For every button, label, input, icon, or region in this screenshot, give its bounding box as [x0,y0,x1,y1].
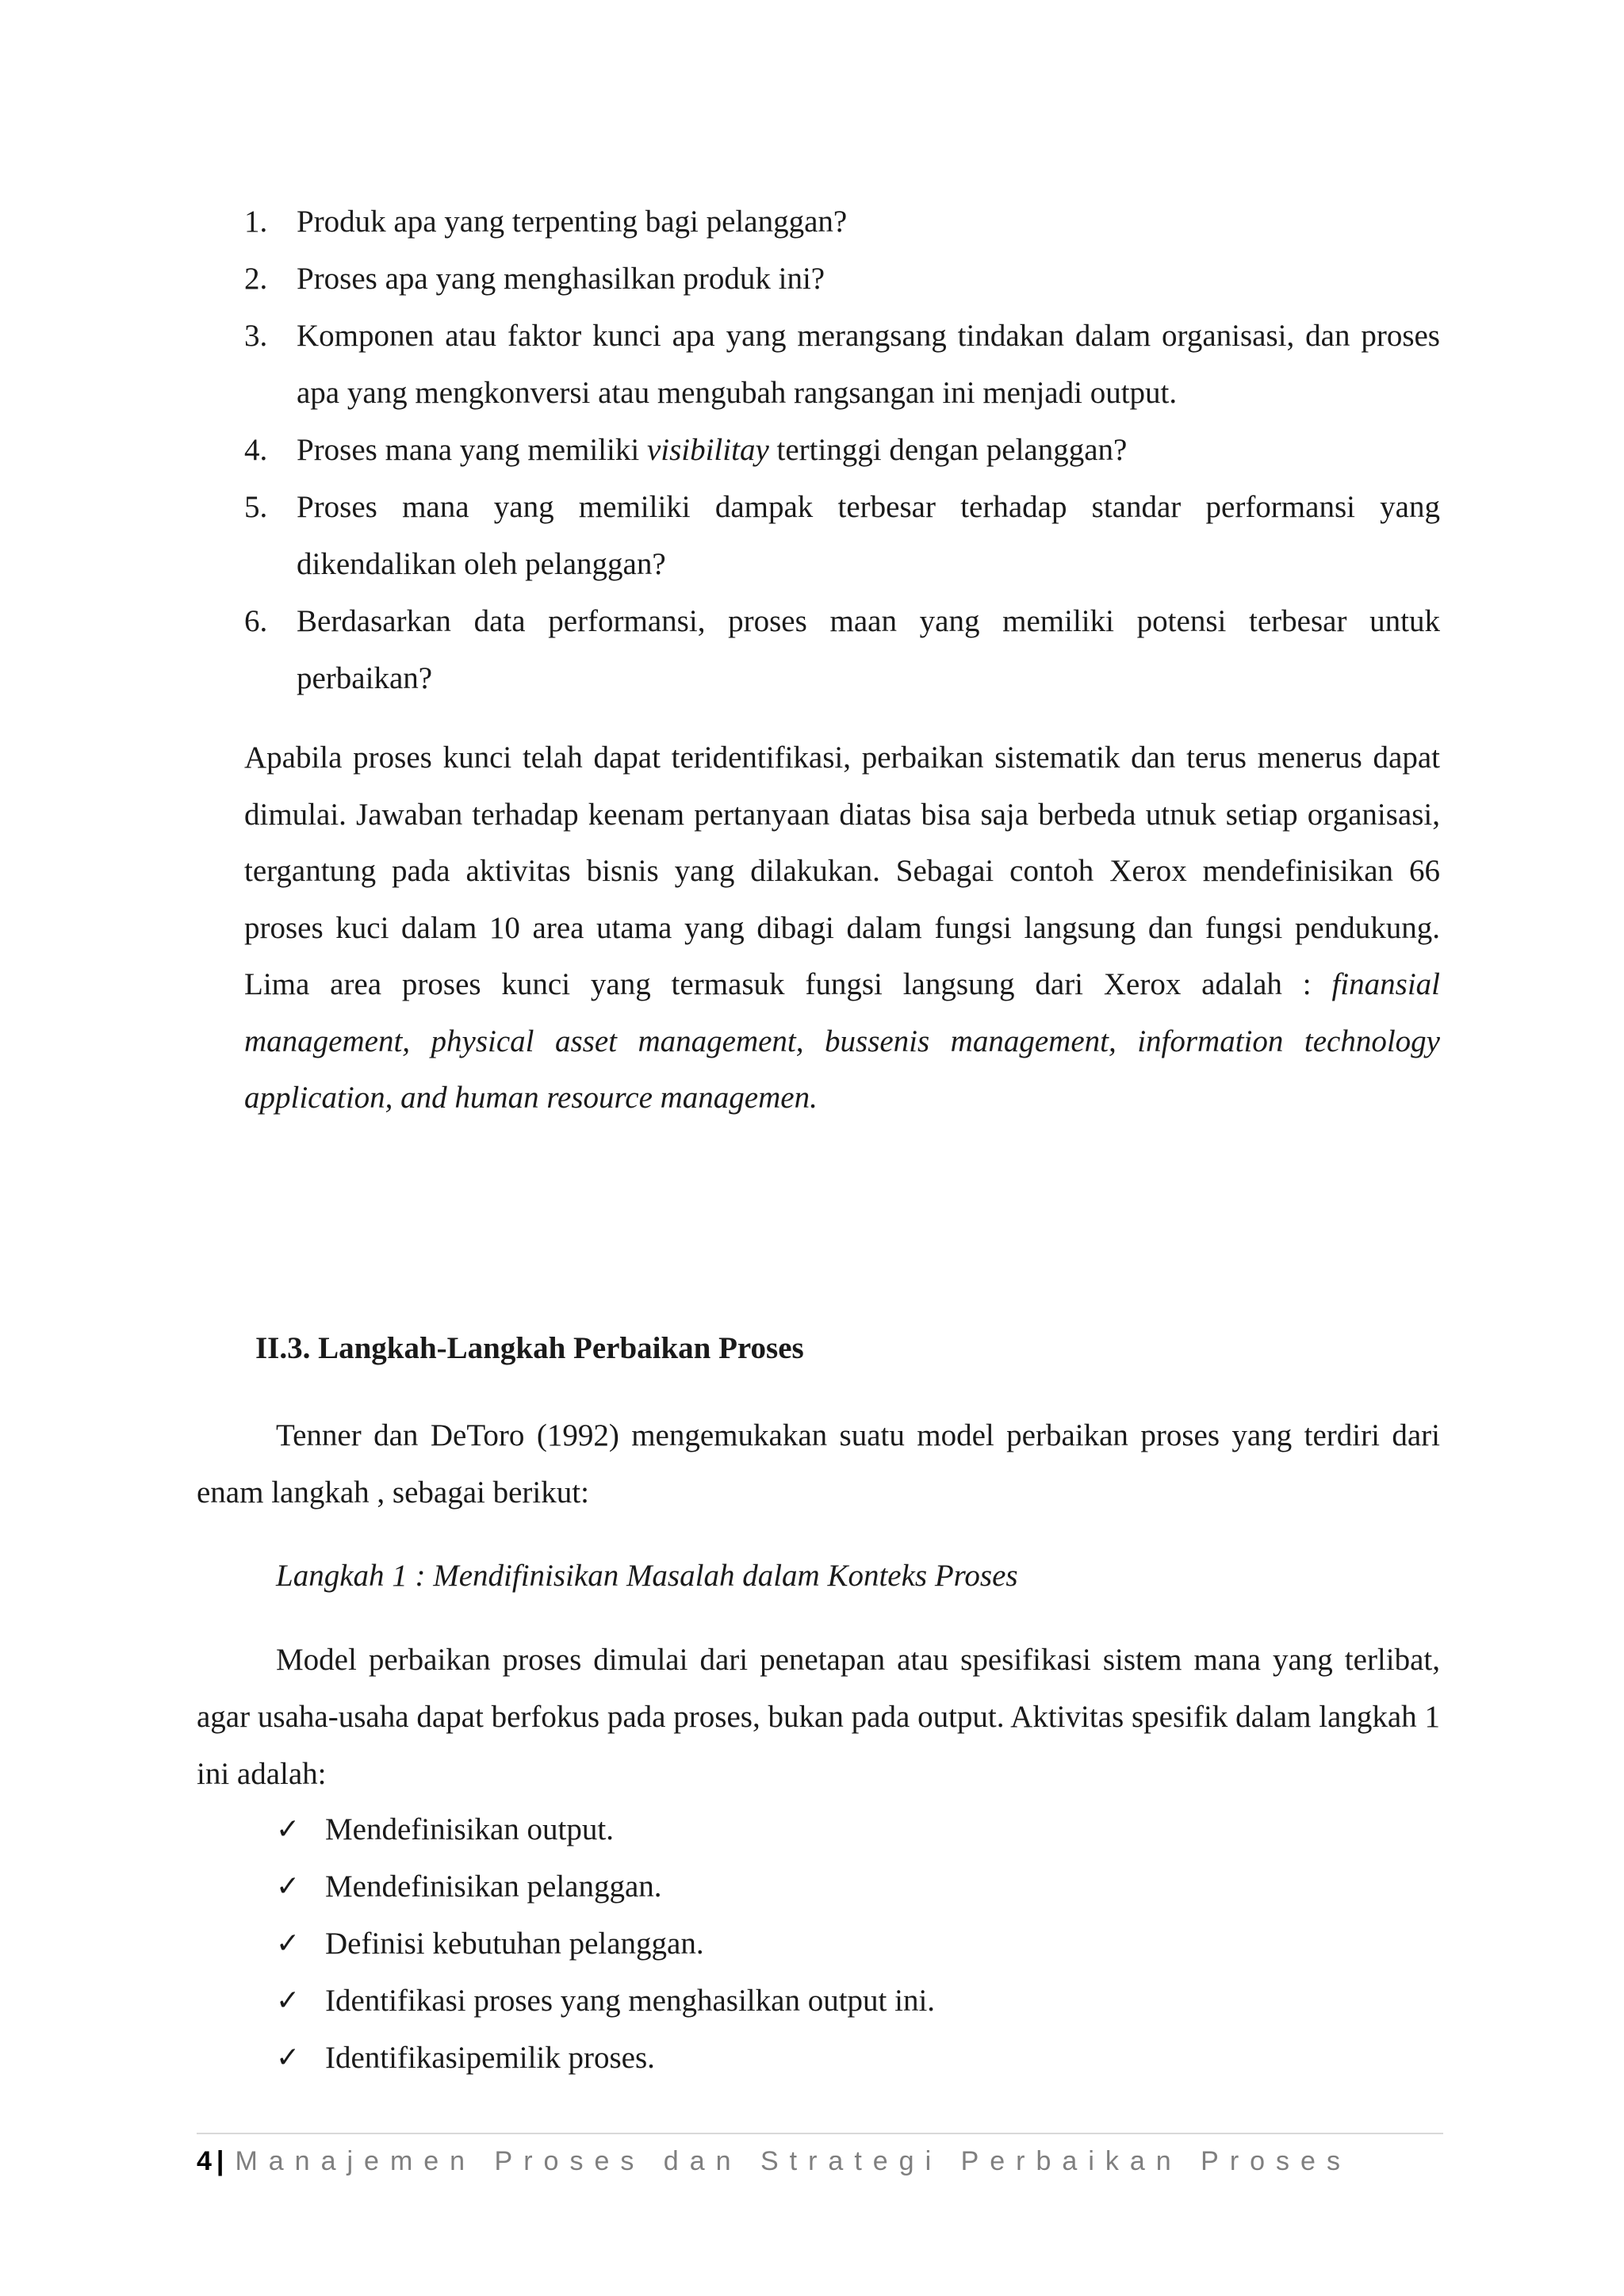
list-item [244,193,1440,251]
paragraph-text: Apabila proses kunci telah dapat teridentifikasi, perbaikan sistematik dan terus menerus dapat dimulai. Jawaban terhadap keenam pertanyaan diatas bisa saja berbeda utnuk setiap organisasi, tergantung pada aktivitas bisnis yang dilakukan. Sebagai contoh Xerox mendefinisikan 66 proses kuci dalam 10 area utama yang dibagi dalam fungsi langsung dan fungsi pendukung. Lima area proses kunci yang termasuk fungsi langsung dari Xerox adalah : [244,740,1440,1001]
list-text [297,422,1440,479]
checklist-item [276,1858,935,1915]
list-number: 5. [244,490,268,524]
list-number: 1. [244,205,268,239]
list-number: 3. [244,319,268,353]
checklist-text: Identifikasipemilik proses. [325,2041,655,2075]
checklist-text: Mendefinisikan pelanggan. [325,1869,662,1904]
list-number: 2. [244,262,268,296]
list-number: 6. [244,604,268,638]
page-number: 4 [197,2146,212,2176]
checklist-text: Definisi kebutuhan pelanggan. [325,1927,704,1961]
question-list [244,193,1440,707]
checklist-item [276,1801,935,1858]
activity-checklist [276,1801,935,2087]
list-text: Proses mana yang memiliki dampak terbesar terhadap standar performansi yang dikendalikan oleh pelanggan? [297,490,1440,581]
list-number: 4. [244,433,268,467]
list-item [244,479,1440,593]
list-text-after: tertinggi dengan pelanggan? [768,433,1128,467]
footer-divider [197,2133,1443,2134]
footer-separator: | [216,2146,224,2176]
paragraph-italic-text: finansial management, physical asset management, bussenis management, information technology application, and human resource managemen. [244,967,1440,1115]
list-text: Proses apa yang menghasilkan produk ini? [297,262,825,296]
list-item [244,593,1440,707]
paragraph-key-process [244,729,1440,1127]
checklist-item [276,2030,935,2087]
step-title: Langkah 1 : Mendifinisikan Masalah dalam Konteks Proses [276,1559,1018,1593]
checklist-text: Identifikasi proses yang menghasilkan output ini. [325,1984,936,2018]
page-footer [197,2142,1351,2180]
check-icon: ✓ [276,1870,301,1903]
check-icon: ✓ [276,2042,301,2074]
check-icon: ✓ [276,1813,301,1846]
paragraph-step1: Model perbaikan proses dimulai dari penetapan atau spesifikasi sistem mana yang terlibat, agar usaha-usaha dapat berfokus pada proses, bukan pada output. Aktivitas spesifik dalam langkah 1 ini adalah: [197,1643,1440,1791]
checklist-item [276,1915,935,1973]
checklist-item [276,1973,935,2030]
list-text: Berdasarkan data performansi, proses maan yang memiliki potensi terbesar untuk perbaikan? [297,604,1440,695]
list-text-before: Proses mana yang memiliki [297,433,647,467]
list-item [244,308,1440,422]
check-icon: ✓ [276,1927,301,1960]
footer-title: Manajemen Proses dan Strategi Perbaikan Proses [235,2146,1351,2176]
list-text: Komponen atau faktor kunci apa yang merangsang tindakan dalam organisasi, dan proses apa yang mengkonversi atau mengubah rangsangan ini menjadi output. [297,319,1440,410]
list-item [244,422,1440,479]
list-item [244,251,1440,308]
paragraph-model-intro: Tenner dan DeToro (1992) mengemukakan suatu model perbaikan proses yang terdiri dari enam langkah , sebagai berikut: [197,1418,1440,1510]
list-text-italic: visibilitay [646,433,769,467]
checklist-text: Mendefinisikan output. [325,1812,614,1846]
section-heading: II.3. Langkah-Langkah Perbaikan Proses [255,1331,804,1365]
list-text: Produk apa yang terpenting bagi pelanggan? [297,205,848,239]
check-icon: ✓ [276,1984,301,2017]
